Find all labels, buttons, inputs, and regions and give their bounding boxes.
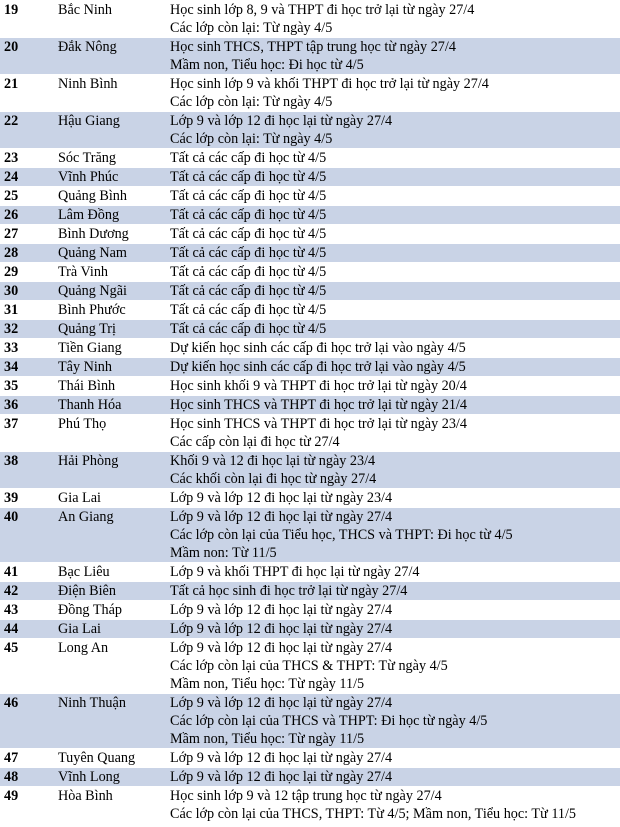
schedule-notes xyxy=(166,620,620,639)
schedule-note-line: Dự kiến học sinh các cấp đi học trở lại vào ngày 4/5 xyxy=(170,359,466,375)
schedule-note-line: Lớp 9 và lớp 12 đi học lại từ ngày 27/4 xyxy=(170,509,393,525)
table-row xyxy=(0,206,620,225)
province-name: Quảng Ngãi xyxy=(52,282,166,301)
schedule-note-line: Lớp 9 và lớp 12 đi học lại từ ngày 27/4 xyxy=(170,621,393,637)
table-row xyxy=(0,225,620,244)
province-name: Hải Phòng xyxy=(52,452,166,489)
table-row xyxy=(0,263,620,282)
table-row xyxy=(0,768,620,787)
row-number: 24 xyxy=(0,168,52,187)
schedule-notes xyxy=(166,452,620,489)
schedule-note-line: Tất cả các cấp đi học từ 4/5 xyxy=(170,283,327,299)
schedule-notes xyxy=(166,694,620,749)
table-row xyxy=(0,112,620,149)
schedule-note-line: Tất cả các cấp đi học từ 4/5 xyxy=(170,321,327,337)
schedule-note-line: Tất cả học sinh đi học trở lại từ ngày 27/4 xyxy=(170,583,408,599)
schedule-notes xyxy=(166,787,620,824)
row-number: 35 xyxy=(0,377,52,396)
schedule-notes xyxy=(166,582,620,601)
row-number: 30 xyxy=(0,282,52,301)
schedule-note-line: Tất cả các cấp đi học từ 4/5 xyxy=(170,188,327,204)
province-name: Sóc Trăng xyxy=(52,149,166,168)
province-name: Điện Biên xyxy=(52,582,166,601)
table-row xyxy=(0,508,620,563)
table-row xyxy=(0,282,620,301)
row-number: 34 xyxy=(0,358,52,377)
schedule-note-line: Lớp 9 và lớp 12 đi học lại từ ngày 27/4 xyxy=(170,113,393,129)
table-row xyxy=(0,601,620,620)
row-number: 46 xyxy=(0,694,52,749)
province-name: Quảng Bình xyxy=(52,187,166,206)
table-row xyxy=(0,187,620,206)
schedule-note-line: Khối 9 và 12 đi học lại từ ngày 23/4 xyxy=(170,453,376,469)
province-name: Tiền Giang xyxy=(52,339,166,358)
schedule-note-line: Các lớp còn lại: Từ ngày 4/5 xyxy=(170,94,333,110)
schedule-notes xyxy=(166,320,620,339)
schedule-note-line: Học sinh lớp 9 và khối THPT đi học trở lại từ ngày 27/4 xyxy=(170,76,489,92)
row-number: 28 xyxy=(0,244,52,263)
schedule-notes xyxy=(166,396,620,415)
row-number: 27 xyxy=(0,225,52,244)
table-row xyxy=(0,452,620,489)
province-name: Bình Phước xyxy=(52,301,166,320)
schedule-note-line: Mầm non, Tiểu học: Từ ngày 11/5 xyxy=(170,676,365,692)
province-name: Thanh Hóa xyxy=(52,396,166,415)
row-number: 42 xyxy=(0,582,52,601)
schedule-notes xyxy=(166,489,620,508)
row-number: 22 xyxy=(0,112,52,149)
schedule-note-line: Các lớp còn lại của THCS & THPT: Từ ngày 4/5 xyxy=(170,658,448,674)
table-row xyxy=(0,320,620,339)
province-name: Vĩnh Phúc xyxy=(52,168,166,187)
province-name: Bình Dương xyxy=(52,225,166,244)
schedule-note-line: Các lớp còn lại: Từ ngày 4/5 xyxy=(170,20,333,36)
province-name: Trà Vinh xyxy=(52,263,166,282)
schedule-notes xyxy=(166,415,620,452)
province-name: Gia Lai xyxy=(52,620,166,639)
schedule-notes xyxy=(166,112,620,149)
table-row xyxy=(0,563,620,582)
row-number: 38 xyxy=(0,452,52,489)
schedule-notes xyxy=(166,768,620,787)
schedule-note-line: Tất cả các cấp đi học từ 4/5 xyxy=(170,245,327,261)
schedule-notes xyxy=(166,749,620,768)
schedule-note-line: Lớp 9 và lớp 12 đi học lại từ ngày 23/4 xyxy=(170,490,393,506)
row-number: 41 xyxy=(0,563,52,582)
table-row xyxy=(0,787,620,824)
table-row xyxy=(0,244,620,263)
schedule-note-line: Lớp 9 và khối THPT đi học lại từ ngày 27/4 xyxy=(170,564,420,580)
table-row xyxy=(0,620,620,639)
schedule-notes xyxy=(166,225,620,244)
row-number: 29 xyxy=(0,263,52,282)
row-number: 23 xyxy=(0,149,52,168)
schedule-note-line: Tất cả các cấp đi học từ 4/5 xyxy=(170,169,327,185)
schedule-note-line: Lớp 9 và lớp 12 đi học lại từ ngày 27/4 xyxy=(170,640,393,656)
province-name: Hậu Giang xyxy=(52,112,166,149)
row-number: 32 xyxy=(0,320,52,339)
table-row xyxy=(0,168,620,187)
schedule-notes xyxy=(166,75,620,112)
province-name: Gia Lai xyxy=(52,489,166,508)
schedule-notes xyxy=(166,358,620,377)
schedule-notes xyxy=(166,38,620,75)
row-number: 26 xyxy=(0,206,52,225)
schedule-note-line: Học sinh khối 9 và THPT đi học trở lại từ ngày 20/4 xyxy=(170,378,467,394)
schedule-note-line: Học sinh lớp 9 và 12 tập trung học từ ngày 27/4 xyxy=(170,788,442,804)
table-row xyxy=(0,38,620,75)
province-name: Thái Bình xyxy=(52,377,166,396)
table-row xyxy=(0,1,620,38)
schedule-notes xyxy=(166,1,620,38)
row-number: 33 xyxy=(0,339,52,358)
table-row xyxy=(0,301,620,320)
row-number: 39 xyxy=(0,489,52,508)
province-name: Ninh Thuận xyxy=(52,694,166,749)
schedule-note-line: Các lớp còn lại của THCS, THPT: Từ 4/5; Mầm non, Tiểu học: Từ 11/5 xyxy=(170,806,577,822)
schedule-notes xyxy=(166,244,620,263)
schedule-note-line: Tất cả các cấp đi học từ 4/5 xyxy=(170,150,327,166)
province-name: Tuyên Quang xyxy=(52,749,166,768)
table-row xyxy=(0,149,620,168)
schedule-notes xyxy=(166,282,620,301)
schedule-note-line: Học sinh lớp 8, 9 và THPT đi học trở lại từ ngày 27/4 xyxy=(170,2,475,18)
row-number: 49 xyxy=(0,787,52,824)
schedule-notes xyxy=(166,168,620,187)
row-number: 47 xyxy=(0,749,52,768)
schedule-note-line: Các khối còn lại đi học từ ngày 27/4 xyxy=(170,471,377,487)
schedule-note-line: Tất cả các cấp đi học từ 4/5 xyxy=(170,226,327,242)
row-number: 45 xyxy=(0,639,52,694)
province-name: Tây Ninh xyxy=(52,358,166,377)
schedule-note-line: Tất cả các cấp đi học từ 4/5 xyxy=(170,302,327,318)
row-number: 37 xyxy=(0,415,52,452)
schedule-notes xyxy=(166,301,620,320)
schedule-note-line: Lớp 9 và lớp 12 đi học lại từ ngày 27/4 xyxy=(170,695,393,711)
row-number: 31 xyxy=(0,301,52,320)
province-name: Ninh Bình xyxy=(52,75,166,112)
schedule-note-line: Lớp 9 và lớp 12 đi học lại từ ngày 27/4 xyxy=(170,602,393,618)
table-body xyxy=(0,1,620,824)
row-number: 25 xyxy=(0,187,52,206)
province-name: Đắk Nông xyxy=(52,38,166,75)
schedule-note-line: Tất cả các cấp đi học từ 4/5 xyxy=(170,207,327,223)
province-name: Bắc Ninh xyxy=(52,1,166,38)
province-name: An Giang xyxy=(52,508,166,563)
schedule-notes xyxy=(166,187,620,206)
table-row xyxy=(0,489,620,508)
schedule-note-line: Học sinh THCS và THPT đi học trở lại từ ngày 23/4 xyxy=(170,416,467,432)
table-row xyxy=(0,339,620,358)
table-row xyxy=(0,377,620,396)
table-row xyxy=(0,396,620,415)
row-number: 40 xyxy=(0,508,52,563)
schedule-note-line: Các lớp còn lại của THCS và THPT: Đi học từ ngày 4/5 xyxy=(170,713,488,729)
table-row xyxy=(0,582,620,601)
schedule-note-line: Lớp 9 và lớp 12 đi học lại từ ngày 27/4 xyxy=(170,750,393,766)
table-row xyxy=(0,358,620,377)
table-row xyxy=(0,749,620,768)
schedule-note-line: Mầm non: Từ 11/5 xyxy=(170,545,277,561)
schedule-note-line: Tất cả các cấp đi học từ 4/5 xyxy=(170,264,327,280)
province-name: Đồng Tháp xyxy=(52,601,166,620)
row-number: 20 xyxy=(0,38,52,75)
schedule-notes xyxy=(166,339,620,358)
province-name: Vĩnh Long xyxy=(52,768,166,787)
schedule-notes xyxy=(166,601,620,620)
schedule-note-line: Mầm non, Tiểu học: Đi học từ 4/5 xyxy=(170,57,364,73)
table-row xyxy=(0,694,620,749)
schedule-notes xyxy=(166,149,620,168)
schedule-notes xyxy=(166,508,620,563)
table-row xyxy=(0,639,620,694)
schedule-note-line: Mầm non, Tiểu học: Từ ngày 11/5 xyxy=(170,731,365,747)
province-name: Bạc Liêu xyxy=(52,563,166,582)
row-number: 48 xyxy=(0,768,52,787)
province-name: Hòa Bình xyxy=(52,787,166,824)
province-name: Phú Thọ xyxy=(52,415,166,452)
row-number: 43 xyxy=(0,601,52,620)
province-name: Long An xyxy=(52,639,166,694)
province-name: Lâm Đồng xyxy=(52,206,166,225)
schedule-notes xyxy=(166,377,620,396)
province-name: Quảng Nam xyxy=(52,244,166,263)
schedule-notes xyxy=(166,639,620,694)
row-number: 21 xyxy=(0,75,52,112)
schedule-note-line: Học sinh THCS, THPT tập trung học từ ngày 27/4 xyxy=(170,39,456,55)
schedule-note-line: Các lớp còn lại: Từ ngày 4/5 xyxy=(170,131,333,147)
row-number: 44 xyxy=(0,620,52,639)
schedule-note-line: Dự kiến học sinh các cấp đi học trở lại vào ngày 4/5 xyxy=(170,340,466,356)
schedule-notes xyxy=(166,563,620,582)
schedule-notes xyxy=(166,206,620,225)
row-number: 36 xyxy=(0,396,52,415)
row-number: 19 xyxy=(0,1,52,38)
schedule-note-line: Lớp 9 và lớp 12 đi học lại từ ngày 27/4 xyxy=(170,769,393,785)
schedule-notes xyxy=(166,263,620,282)
schedule-note-line: Học sinh THCS và THPT đi học trở lại từ ngày 21/4 xyxy=(170,397,467,413)
schedule-note-line: Các lớp còn lại của Tiểu học, THCS và THPT: Đi học từ 4/5 xyxy=(170,527,513,543)
table-row xyxy=(0,75,620,112)
table-row xyxy=(0,415,620,452)
province-name: Quảng Trị xyxy=(52,320,166,339)
schedule-note-line: Các cấp còn lại đi học từ 27/4 xyxy=(170,434,340,450)
